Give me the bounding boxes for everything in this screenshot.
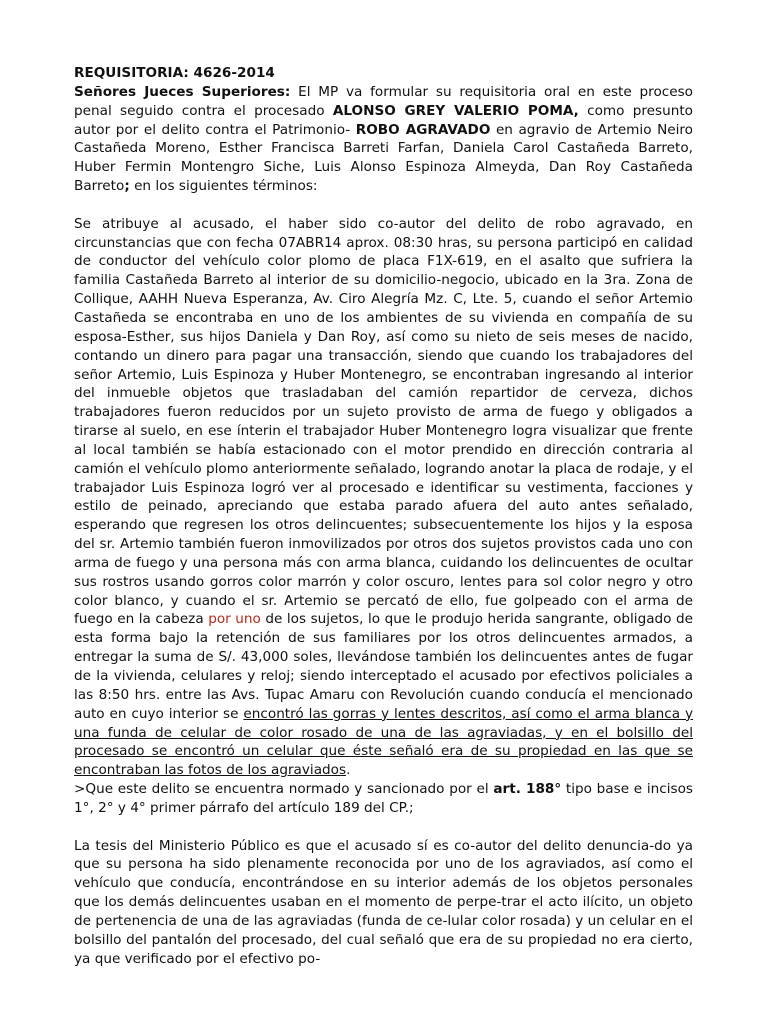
- intro-paragraph: [74, 83, 693, 196]
- facts-underlined-evidence: encontró las gorras y lentes descritos, así como el arma blanca y una funda de celular de color rosado de una de las agraviadas, y en el bolsillo del procesado se encontró un celular que éste señaló era de su propiedad en las que se encontraban las fotos de los agraviados: [74, 705, 693, 779]
- intro-text-1: El MP va formular su requisitoria oral en este proceso penal seguido contra el procesado: [74, 83, 693, 119]
- intro-text-3: en los siguientes términos:: [129, 178, 318, 195]
- facts-period: .: [346, 762, 351, 779]
- facts-text-2: de los sujetos, lo que le produjo herida sangrante, obligado de esta forma bajo la retención de sus familiares por los otros delincuentes armados, a entregar la suma de S/. 43,000 soles, llevándose también los delincuentes antes de fugar de la vivienda, celulares y reloj; siendo interceptado el acusado por efectivos policiales a las 8:50 hrs. entre las Avs. Tupac Amaru con Revolución cuando conducía el mencionado auto en cuyo interior se: [74, 611, 694, 722]
- facts-text-1: Se atribuye al acusado, el haber sido co-autor del delito de robo agravado, en circunstancias que con fecha 07ABR14 aprox. 08:30 hras, su persona participó en calidad de conductor del vehículo color plomo de placa F1X-619, en el asalto que sufriera la familia Castañeda Barreto al interior de su domicilio-negocio, ubicado en la 3ra. Zona de Collique, AAHH Nueva Esperanza, Av. Ciro Alegría Mz. C, Lte. 5, cuando el señor Artemio Castañeda se encontraba en uno de los ambientes de su vivienda en compañía de su esposa-Esther, sus hijos Daniela y Dan Roy, así como su nieto de seis meses de nacido, contando un dinero para pagar una transacción, siendo que cuando los trabajadores del señor Artemio, Luis Espinoza y Huber Montenegro, se encontraban ingresando al interior del inmueble objetos que trasladaban del camión repartidor de cerveza, dichos trabajadores fueron reducidos por un sujeto provisto de arma de fuego y obligados a tirarse al suelo, en ese ínterin el trabajador Huber Montenegro logra visualizar que frente al local también se había estacionado con el motor prendido en dirección contraria al camión el vehículo plomo anteriormente señalado, logrando anotar la placa de rodaje, y el trabajador Luis Espinoza logró ver al procesado e identificar su vestimenta, facciones y estilo de peinado, apreciando que estaba parado afuera del auto antes señalado, esperando que regresen los otros delincuentes; subsecuentemente los hijos y la esposa del sr. Artemio también fueron inmovilizados por otros dos sujetos provistos cada uno con arma de fuego y una persona más con arma blanca, cuidando los delincuentes de ocultar sus rostros usando gorros color marrón y color oscuro, lentes para sol color negro y otro color blanco, y cuando el sr. Artemio se percató de ello, fue golpeado con el arma de fuego en la cabeza: [74, 215, 693, 628]
- thesis-paragraph: La tesis del Ministerio Público es que el acusado sí es co-autor del delito denuncia-do ya que su persona ha sido plenamente reconocida por uno de los agraviados, así como el vehículo que conducía, encontrándose en su interior además de los objetos personales que los demás delincuentes usaban en el momento de perpe-trar el acto ilícito, un objeto de pertenencia de una de las agraviadas (funda de ce-lular color rosada) y un celular en el bolsillo del pantalón del procesado, del cual señaló que era de su propiedad no era cierto, ya que verificado por el efectivo po-: [74, 837, 693, 967]
- facts-paragraph: [74, 215, 693, 780]
- defendant-name: ALONSO GREY VALERIO POMA,: [332, 102, 579, 119]
- intro-text-2: como presunto autor por el delito contra el Patrimonio-: [74, 102, 693, 138]
- article-text-2: tipo base e incisos 1°, 2° y 4° primer párrafo del artículo 189 del CP.;: [74, 781, 693, 816]
- crime-type: ROBO AGRAVADO: [355, 121, 491, 138]
- intro-salutation: Señores Jueces Superiores:: [74, 83, 291, 100]
- facts-highlight-red: por uno: [208, 611, 261, 628]
- intro-semicolon: ;: [124, 178, 130, 195]
- article-text-1: >Que este delito se encuentra normado y sancionado por el: [74, 781, 494, 798]
- victims-list: en agravio de Artemio Neiro Castañeda Moreno, Esther Francisca Barreti Farfan, Daniela Carol Castañeda Barreto, Huber Fermin Montengro Siche, Luis Alonso Espinoza Almeyda, Dan Roy Castañeda Barreto: [74, 121, 693, 195]
- article-paragraph: [74, 780, 693, 818]
- document-heading: REQUISITORIA: 4626-2014: [74, 65, 275, 81]
- article-number: art. 188°: [493, 781, 562, 798]
